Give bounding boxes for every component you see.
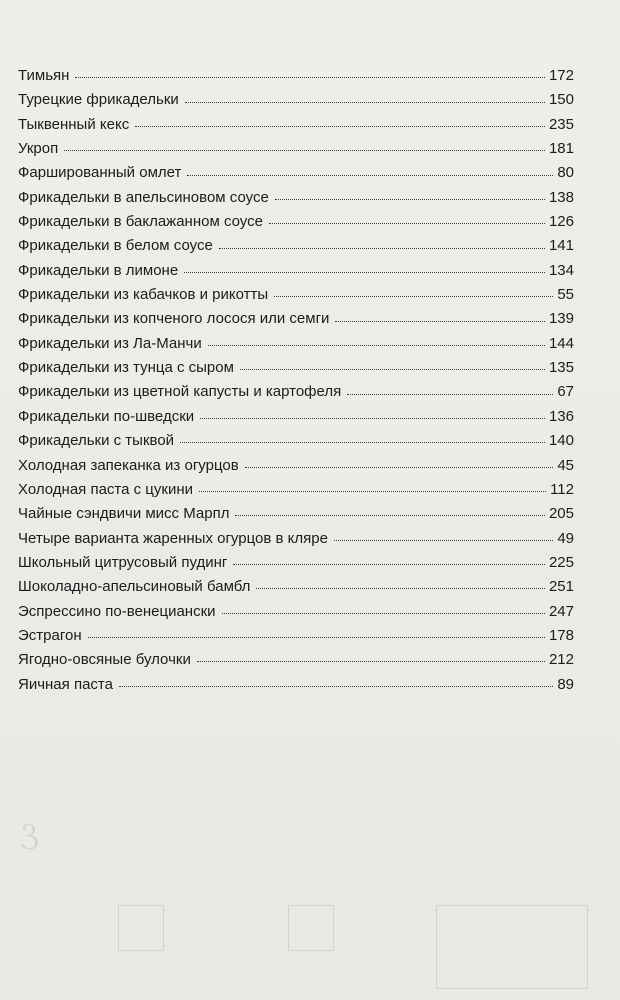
toc-entry-page: 144 — [548, 334, 574, 352]
toc-entry-title: Шоколадно-апельсиновый бамбл — [18, 578, 251, 596]
toc-entry-title: Холодная запеканка из огурцов — [18, 456, 239, 474]
dot-leader — [184, 271, 545, 273]
toc-entry-page: 235 — [548, 115, 574, 133]
toc-entry-page: 67 — [557, 383, 574, 401]
dot-leader — [88, 636, 545, 638]
toc-entry-page: 136 — [548, 407, 574, 425]
toc-entry — [18, 210, 574, 234]
toc-entry-page: 141 — [548, 237, 574, 255]
dot-leader — [200, 417, 545, 419]
toc-entry-page: 45 — [557, 456, 574, 474]
dot-leader — [347, 393, 553, 395]
toc-entry-title: Турецкие фрикадельки — [18, 91, 179, 109]
toc-entry-page: 138 — [548, 188, 574, 206]
dot-leader — [245, 466, 554, 468]
dot-leader — [335, 320, 545, 322]
toc-entry-page: 89 — [557, 675, 574, 693]
toc-entry — [18, 673, 574, 697]
reverse-side-qr-shadow — [288, 905, 334, 951]
toc-entry-page: 139 — [548, 310, 574, 328]
toc-entry — [18, 64, 574, 88]
toc-entry — [18, 186, 574, 210]
toc-entry-page: 212 — [548, 651, 574, 669]
toc-entry-title: Тимьян — [18, 67, 70, 84]
toc-entry — [18, 624, 574, 648]
toc-entry-page: 178 — [548, 626, 574, 644]
table-of-contents — [18, 64, 574, 697]
toc-entry-title: Четыре варианта жаренных огурцов в кляре — [18, 529, 328, 547]
dot-leader — [199, 490, 546, 492]
toc-entry-title: Фрикадельки из цветной капусты и картофеля — [18, 383, 342, 401]
toc-entry-page: 172 — [548, 67, 574, 84]
toc-entry-page: 55 — [557, 286, 574, 304]
dot-leader — [180, 441, 545, 443]
toc-entry-title: Чайные сэндвичи мисс Марпл — [18, 505, 230, 523]
dot-leader — [222, 612, 545, 614]
toc-entry-page: 247 — [548, 602, 574, 620]
toc-entry-page: 49 — [557, 529, 574, 547]
toc-entry-title: Фрикадельки с тыквой — [18, 432, 175, 450]
toc-entry-title: Фрикадельки по-шведски — [18, 407, 195, 425]
toc-entry — [18, 502, 574, 526]
toc-entry-title: Эспрессино по-венециански — [18, 602, 216, 620]
toc-entry-title: Холодная паста с цукини — [18, 480, 193, 498]
toc-entry — [18, 380, 574, 404]
dot-leader — [219, 247, 545, 249]
reverse-side-logo-shadow: ℰ — [20, 820, 41, 857]
dot-leader — [240, 368, 545, 370]
toc-entry — [18, 454, 574, 478]
toc-entry — [18, 478, 574, 502]
dot-leader — [187, 174, 553, 176]
toc-entry-page: 251 — [548, 578, 574, 596]
toc-entry — [18, 648, 574, 672]
toc-entry — [18, 332, 574, 356]
toc-entry-title: Фаршированный омлет — [18, 164, 182, 182]
toc-entry-page: 80 — [557, 164, 574, 182]
dot-leader — [235, 514, 545, 516]
dot-leader — [275, 198, 545, 200]
toc-entry — [18, 137, 574, 161]
toc-entry-title: Эстрагон — [18, 626, 82, 644]
dot-leader — [233, 563, 545, 565]
dot-leader — [334, 539, 553, 541]
dot-leader — [256, 587, 545, 589]
toc-entry — [18, 113, 574, 137]
toc-entry-title: Фрикадельки из тунца с сыром — [18, 359, 234, 377]
toc-entry-title: Укроп — [18, 140, 59, 158]
toc-entry-page: 225 — [548, 553, 574, 571]
toc-entry-title: Фрикадельки в баклажанном соусе — [18, 213, 263, 231]
toc-entry-page: 134 — [548, 261, 574, 279]
toc-entry — [18, 283, 574, 307]
dot-leader — [208, 344, 545, 346]
toc-entry — [18, 307, 574, 331]
toc-entry — [18, 234, 574, 258]
dot-leader — [269, 222, 545, 224]
toc-entry-title: Фрикадельки в апельсиновом соусе — [18, 188, 269, 206]
toc-entry-page: 181 — [548, 140, 574, 158]
dot-leader — [185, 101, 545, 103]
toc-entry — [18, 405, 574, 429]
toc-entry — [18, 600, 574, 624]
dot-leader — [119, 685, 553, 687]
toc-entry — [18, 429, 574, 453]
toc-entry — [18, 575, 574, 599]
toc-entry — [18, 161, 574, 185]
toc-entry-title: Яичная паста — [18, 675, 113, 693]
dot-leader — [197, 660, 545, 662]
toc-entry — [18, 551, 574, 575]
reverse-side-qr-shadow — [118, 905, 164, 951]
reverse-side-barcode-shadow — [436, 905, 588, 989]
toc-entry-page: 150 — [548, 91, 574, 109]
toc-entry-title: Школьный цитрусовый пудинг — [18, 553, 228, 571]
toc-entry-page: 140 — [548, 432, 574, 450]
dot-leader — [75, 76, 545, 78]
toc-entry — [18, 259, 574, 283]
toc-entry-title: Фрикадельки в белом соусе — [18, 237, 213, 255]
toc-entry-title: Ягодно-овсяные булочки — [18, 651, 191, 669]
toc-entry — [18, 88, 574, 112]
dot-leader — [135, 125, 545, 127]
toc-entry-page: 135 — [548, 359, 574, 377]
toc-entry-title: Фрикадельки из копченого лосося или семги — [18, 310, 330, 328]
toc-entry-page: 112 — [550, 480, 574, 498]
toc-entry — [18, 356, 574, 380]
toc-entry-title: Фрикадельки из Ла-Манчи — [18, 334, 202, 352]
toc-entry-page: 126 — [548, 213, 574, 231]
toc-entry-title: Фрикадельки в лимоне — [18, 261, 179, 279]
toc-entry-page: 205 — [548, 505, 574, 523]
toc-entry — [18, 527, 574, 551]
toc-entry-title: Фрикадельки из кабачков и рикотты — [18, 286, 269, 304]
dot-leader — [64, 149, 545, 151]
dot-leader — [274, 295, 553, 297]
toc-entry-title: Тыквенный кекс — [18, 115, 130, 133]
